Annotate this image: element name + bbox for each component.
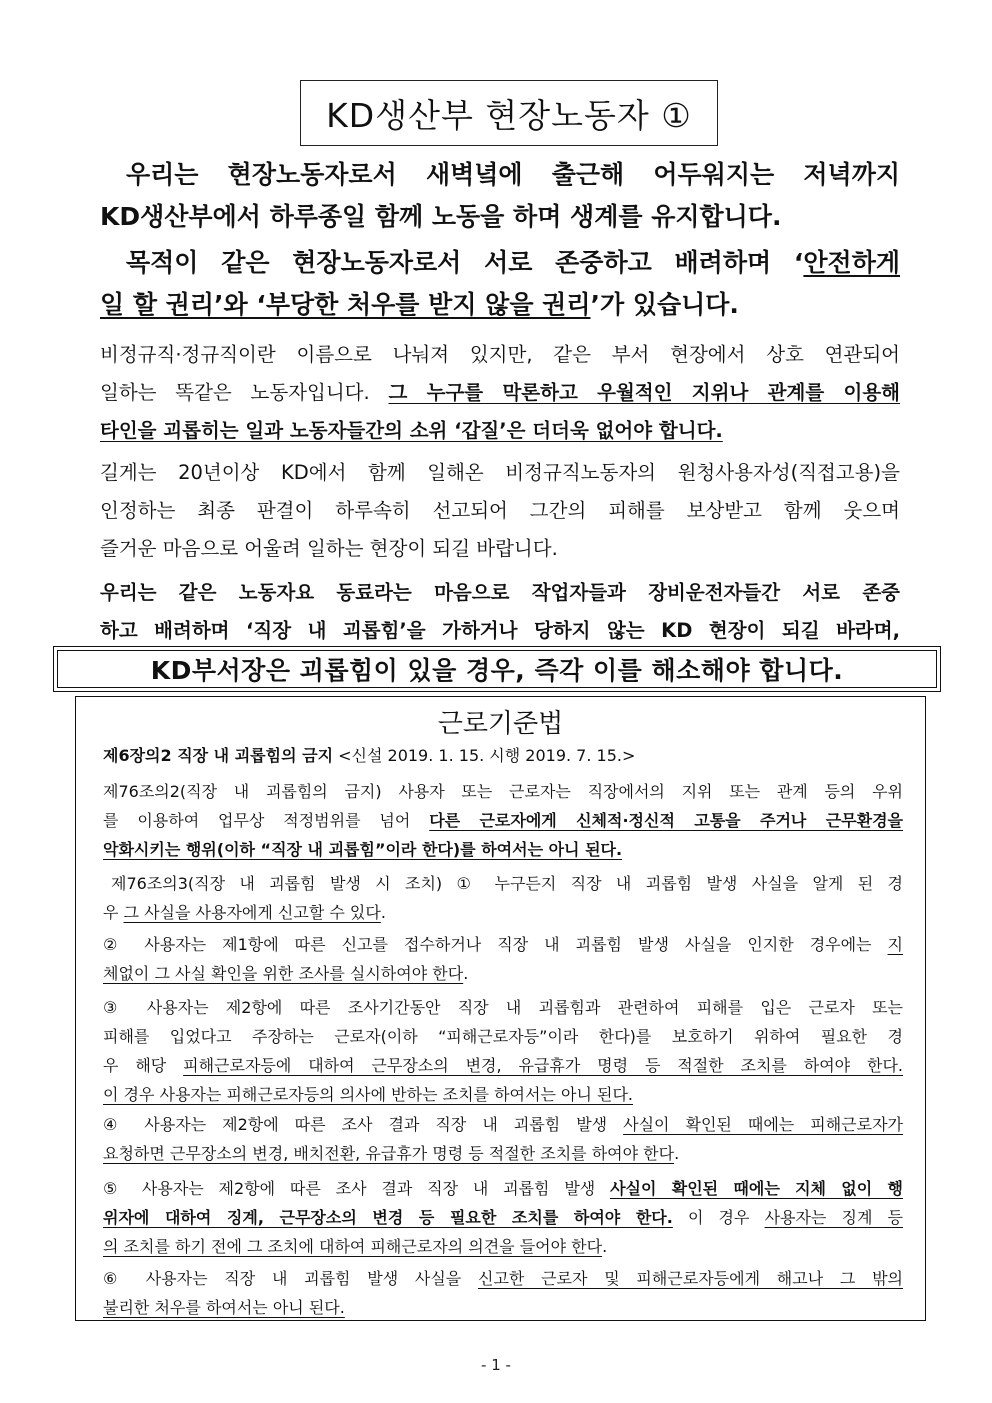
underlined-text: 일 할 권리’와 ‘부당한 처우를 받지 않을 권리 xyxy=(100,290,591,319)
paragraph-respect xyxy=(100,574,900,650)
underlined-text: 지 xyxy=(887,935,903,954)
text-span: . xyxy=(380,903,386,922)
text-span: 우 xyxy=(103,903,124,922)
text-span: 우 해당 xyxy=(103,1056,184,1075)
text-line xyxy=(103,1203,903,1232)
article-76-3-6 xyxy=(103,1264,903,1322)
law-chapter xyxy=(103,741,903,770)
law-title: 근로기준법 xyxy=(437,709,564,739)
text-span: 를 이용하여 업무상 적정범위를 넘어 xyxy=(103,811,430,830)
article-76-3-5 xyxy=(103,1174,903,1261)
underlined-text: 불리한 처우를 하여서는 아니 된다. xyxy=(103,1298,345,1317)
text-line xyxy=(103,1051,903,1080)
text-line: 제76조의3(직장 내 괴롭힘 발생 시 조치) ① 누구든지 직장 내 괴롭힘 발생 사실을 알게 된 경 xyxy=(111,874,903,893)
text-line xyxy=(103,1139,903,1168)
text-line xyxy=(103,898,903,927)
underlined-text: 사용자는 징계 등 xyxy=(764,1208,903,1227)
text-line xyxy=(100,374,900,412)
underlined-text: 악화시키는 행위(이하 “직장 내 괴롭힘”이라 한다)를 하여서는 아니 된다. xyxy=(103,840,623,859)
text-line xyxy=(100,412,900,450)
text-line: 비정규직·정규직이란 이름으로 나눠져 있지만, 같은 부서 현장에서 상호 연관되어 xyxy=(100,343,900,366)
notice-banner-text: KD부서장은 괴롭힘이 있을 경우, 즉각 이를 해소해야 합니다. xyxy=(57,650,937,688)
text-line: 우리는 같은 노동자요 동료라는 마음으로 작업자들과 장비운전자들간 서로 존중 xyxy=(100,581,900,604)
text-line xyxy=(100,284,900,326)
text-line: 인정하는 최종 판결이 하루속히 선고되어 그간의 피해를 보상받고 함께 웃으며 xyxy=(100,499,900,522)
underlined-text: 의 조치를 하기 전에 그 조치에 대하여 피해근로자의 의견을 들어야 한다 xyxy=(103,1237,603,1256)
text-line: 하고 배려하며 ‘직장 내 괴롭힘’을 가하거나 당하지 않는 KD 현장이 되길 바라며, xyxy=(100,619,900,642)
underlined-text: 이 경우 사용자는 피해근로자등의 의사에 반하는 조치를 하여서는 아니 된다. xyxy=(103,1085,633,1104)
text-span: ② 사용자는 제1항에 따른 신고를 접수하거나 직장 내 괴롭힘 발생 사실을 인지한 경우에는 xyxy=(103,935,888,954)
page-number: - 1 - xyxy=(481,1356,511,1374)
text-span: ⑥ 사용자는 직장 내 괴롭힘 발생 사실을 xyxy=(103,1269,478,1288)
text-span: ’가 있습니다. xyxy=(590,290,739,319)
text-line xyxy=(103,1080,903,1109)
text-line xyxy=(100,242,900,284)
text-line xyxy=(103,1264,903,1293)
text-line: 즐거운 마음으로 어울려 일하는 현장이 되길 바랍니다. xyxy=(100,537,558,560)
page-title: KD생산부 현장노동자 ① xyxy=(300,80,718,146)
article-76-3-3 xyxy=(103,993,903,1109)
chapter-note: <신설 2019. 1. 15. 시행 2019. 7. 15.> xyxy=(333,746,636,765)
text-span: ④ 사용자는 제2항에 따른 조사 결과 직장 내 괴롭힘 발생 xyxy=(103,1115,624,1134)
text-span: ⑤ 사용자는 제2항에 따른 조사 결과 직장 내 괴롭힘 발생 xyxy=(103,1179,611,1198)
text-line: 길게는 20년이상 KD에서 함께 일해온 비정규직노동자의 원청사용자성(직접고용)을 xyxy=(100,461,900,484)
text-span: 일하는 똑같은 노동자입니다. xyxy=(100,381,389,404)
text-line xyxy=(103,835,903,864)
text-line xyxy=(103,1110,903,1139)
labor-law-box xyxy=(75,696,926,1321)
article-76-2 xyxy=(103,777,903,864)
underlined-text: 사실이 확인된 때에는 지체 없이 행 xyxy=(610,1179,903,1198)
text-span: . xyxy=(674,1144,680,1163)
underlined-text: 사실이 확인된 때에는 피해근로자가 xyxy=(623,1115,903,1134)
underlined-text: 그 누구를 막론하고 우월적인 지위나 관계를 이용해 xyxy=(388,381,900,404)
underlined-text: 요청하면 근무장소의 변경, 배치전환, 유급휴가 명령 등 적절한 조치를 하여야 한다 xyxy=(103,1144,675,1163)
text-line xyxy=(103,959,903,988)
paragraph-coworkers xyxy=(100,336,900,450)
underlined-text: 안전하게 xyxy=(803,248,900,277)
text-line xyxy=(103,1232,903,1261)
notice-banner xyxy=(53,646,941,692)
text-span: 이 경우 xyxy=(672,1208,765,1227)
text-line: ③ 사용자는 제2항에 따른 조사기간동안 직장 내 괴롭힘과 관련하여 피해를 입은 근로자 또는 xyxy=(103,998,903,1017)
paragraph-judgment xyxy=(100,454,900,568)
text-line: 우리는 현장노동자로서 새벽녘에 출근해 어두워지는 저녁까지 xyxy=(126,160,900,189)
text-span: 목적이 같은 현장노동자로서 서로 존중하고 배려하며 ‘ xyxy=(126,248,804,277)
underlined-text: 체없이 그 사실 확인을 위한 조사를 실시하여야 한다 xyxy=(103,964,464,983)
underlined-text: 그 사실을 사용자에게 신고할 수 있다 xyxy=(123,903,381,922)
text-line xyxy=(103,1293,903,1322)
underlined-text: 위자에 대하여 징계, 근무장소의 변경 등 필요한 조치를 하여야 한다. xyxy=(103,1208,673,1227)
text-span: . xyxy=(463,964,469,983)
underlined-text: 타인을 괴롭히는 일과 노동자들간의 소위 ‘갑질’은 더더욱 없어야 합니다. xyxy=(100,419,723,442)
text-line xyxy=(103,930,903,959)
article-76-3-4 xyxy=(103,1110,903,1168)
underlined-text: 다른 근로자에게 신체적·정신적 고통을 주거나 근무환경을 xyxy=(429,811,903,830)
text-line: 피해를 입었다고 주장하는 근로자(이하 “피해근로자등”이라 한다)를 보호하기 위하여 필요한 경 xyxy=(103,1027,903,1046)
text-line xyxy=(103,1174,903,1203)
text-span: . xyxy=(602,1237,608,1256)
article-76-3-2 xyxy=(103,930,903,988)
intro-paragraph-2 xyxy=(100,242,900,326)
underlined-text: 피해근로자등에 대하여 근무장소의 변경, 유급휴가 명령 등 적절한 조치를 하여야 한다. xyxy=(183,1056,903,1075)
intro-paragraph-1 xyxy=(100,154,900,238)
underlined-text: 신고한 근로자 및 피해근로자등에게 해고나 그 밖의 xyxy=(478,1269,903,1288)
text-line: KD생산부에서 하루종일 함께 노동을 하며 생계를 유지합니다. xyxy=(100,202,782,231)
text-line: 제76조의2(직장 내 괴롭힘의 금지) 사용자 또는 근로자는 직장에서의 지위 또는 관계 등의 우위 xyxy=(103,782,903,801)
article-76-3-1 xyxy=(103,869,903,927)
chapter-heading: 제6장의2 직장 내 괴롭힘의 금지 xyxy=(103,746,334,765)
text-line xyxy=(103,741,903,770)
text-line xyxy=(103,806,903,835)
